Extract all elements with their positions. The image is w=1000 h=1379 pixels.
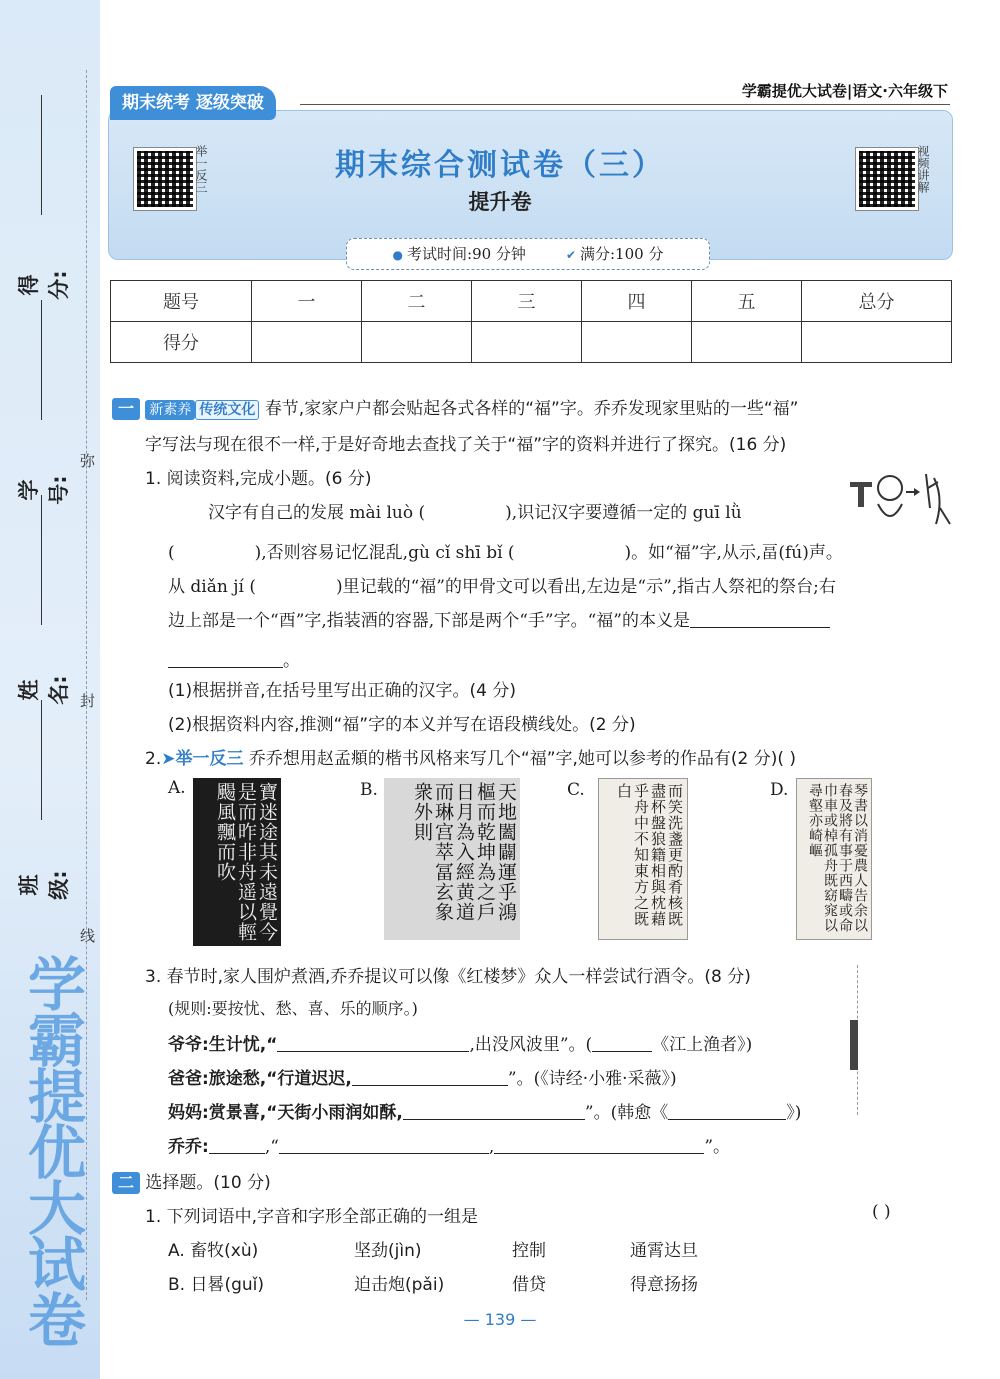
option-row-a [168, 1236, 698, 1261]
reading-line-3 [168, 572, 836, 597]
table-header: 三 [472, 281, 582, 322]
list-item[interactable]: B. 日晷(guǐ) [168, 1275, 265, 1295]
qiaoqiao-line-end: ”。 [704, 1137, 731, 1157]
mom-line-mid: ”。(韩愈《 [584, 1103, 669, 1123]
drinking-game-qiaoqiao [168, 1132, 730, 1157]
tag-new-literacy: 新素养 [145, 400, 195, 420]
dad-line-start: 爸爸:旅途愁,“行道迟迟, [168, 1069, 352, 1089]
calligraphy-sample-a[interactable]: 寶迷途其未遠覺今是而昨非舟遥以輕颺風飄而吹 [193, 778, 281, 946]
answer-blank[interactable] [352, 1069, 508, 1086]
question-1-1-sub1: (1)根据拼音,在括号里写出正确的汉字。(4 分) [168, 681, 516, 701]
option-d-label[interactable]: D. [770, 780, 789, 800]
question-2-1: 1. 下列词语中,字音和字形全部正确的一组是 [145, 1207, 479, 1227]
table-header: 题号 [111, 281, 252, 322]
brand-logo [14, 940, 90, 1360]
reading-text: )里记载的“福”的甲骨文可以看出,左边是“示”,指古人祭祀的祭台;右 [335, 577, 836, 597]
option-c-label[interactable]: C. [567, 780, 585, 800]
question-1-1-sub2: (2)根据资料内容,推测“福”字的本义并写在语段横线处。(2 分) [168, 715, 636, 735]
question-1-1: 1. 阅读资料,完成小题。(6 分) [145, 469, 372, 489]
reading-text: ),否则容易记忆混乱,gù cǐ shī bǐ ( [254, 543, 515, 563]
score-cell[interactable] [252, 322, 362, 363]
answer-blank[interactable] [168, 651, 283, 668]
fu-evolution-illustration [848, 468, 953, 530]
answer-blank[interactable] [279, 1137, 489, 1154]
qiaoqiao-line-comma: , [488, 1137, 495, 1157]
answer-blank[interactable] [690, 611, 830, 628]
answer-blank[interactable] [277, 1035, 469, 1052]
score-label: 得分: [17, 270, 71, 300]
binding-char-feng: 封 [80, 692, 96, 710]
exam-time [393, 239, 526, 269]
binding-char-mi: 弥 [80, 452, 96, 470]
name-line [41, 495, 42, 625]
mom-line-end: 》) [786, 1103, 802, 1123]
clock-icon: ● [392, 248, 404, 262]
tag-analogy: ➤举一反三 [161, 749, 244, 769]
reading-text: ),识记汉字要遵循一定的 guī lǜ [505, 503, 742, 523]
series-title: 学霸提优大试卷|语文·六年级下 [741, 82, 948, 100]
dad-line-source: ”。(《诗经·小雅·采薇》) [507, 1069, 677, 1089]
score-cell[interactable] [472, 322, 582, 363]
list-item[interactable]: 控制 [512, 1241, 546, 1261]
student-id-line [41, 300, 42, 420]
list-item[interactable]: A. 畜牧(xù) [168, 1241, 259, 1261]
exam-time-text: 考试时间:90 分钟 [407, 245, 526, 263]
table-row-label: 得分 [111, 322, 252, 363]
answer-blank[interactable] [403, 1103, 585, 1120]
table-header: 总分 [802, 281, 952, 322]
student-id-label: 学号: [17, 475, 71, 505]
name-label: 姓名: [17, 675, 71, 705]
score-table-score-row [111, 322, 952, 363]
binding-char-xian: 线 [80, 927, 96, 945]
table-header: 五 [692, 281, 802, 322]
question-1-2 [145, 744, 796, 769]
reading-text: 。 [283, 651, 300, 671]
section-number: 二 [112, 1172, 140, 1194]
option-a-label[interactable]: A. [168, 778, 186, 798]
qiaoqiao-line-start: 乔乔: [168, 1137, 209, 1157]
qr-left-label: 举一反三 [194, 145, 208, 193]
class-label: 班级: [17, 870, 71, 900]
qiaoqiao-line-quote: ,“ [264, 1137, 279, 1157]
answer-blank[interactable] [209, 1137, 265, 1154]
section2-title: 选择题。(10 分) [145, 1173, 271, 1193]
list-item[interactable]: 借贷 [512, 1275, 546, 1295]
answer-blank[interactable] [592, 1035, 652, 1052]
series-tag: 期末统考 逐级突破 [110, 86, 276, 120]
exam-info-box [346, 238, 710, 270]
table-header: 四 [582, 281, 692, 322]
question-number: 2. [145, 749, 162, 769]
grandpa-line-start: 爷爷:生计忧,“ [168, 1035, 278, 1055]
list-item[interactable]: 通霄达旦 [630, 1241, 698, 1261]
question-1-3-rule: (规则:要按忧、愁、喜、乐的顺序。) [168, 999, 418, 1018]
drinking-game-dad [168, 1064, 677, 1089]
calligraphy-sample-b[interactable]: 天地闔闢運乎鴻樞而乾坤為之戶日月為入經黄道而琳宫萃冨玄象衆外則 [384, 778, 520, 940]
table-header: 一 [252, 281, 362, 322]
grandpa-line-source: 《江上渔者》) [652, 1035, 753, 1055]
grandpa-line-mid: ,出没风波里”。( [469, 1035, 593, 1055]
mom-line-start: 妈妈:赏景喜,“天街小雨润如酥, [168, 1103, 403, 1123]
calligraphy-sample-d[interactable]: 琴書以消憂農人告余以春及將有事于西疇或命巾車或棹孤舟既窈窕以尋壑亦崎嶇 [796, 778, 872, 940]
score-table [110, 280, 952, 363]
page-number: — 139 — [463, 1310, 537, 1329]
answer-blank[interactable] [668, 1103, 786, 1120]
reading-text: 边上部是一个“酉”字,指装酒的容器,下部是两个“手”字。“福”的本义是 [168, 611, 690, 631]
page-subtitle: 提升卷 [468, 190, 532, 214]
option-row-b [168, 1270, 698, 1295]
list-item[interactable]: 坚劲(jìn) [354, 1241, 422, 1261]
question-1-3: 3. 春节时,家人围炉煮酒,乔乔提议可以像《红楼梦》众人一样尝试行酒令。(8 分) [145, 967, 751, 987]
reading-text: )。如“福”字,从示,畐(fú)声。 [624, 543, 843, 563]
fold-mark [850, 1020, 858, 1070]
class-line [41, 700, 42, 820]
reading-line-4 [168, 606, 830, 631]
answer-blank[interactable] [494, 1137, 704, 1154]
score-cell[interactable] [802, 322, 952, 363]
reading-text: 汉字有自己的发展 mài luò ( [208, 503, 426, 523]
page-title: 期末综合测试卷（三） [335, 148, 665, 183]
score-cell[interactable] [582, 322, 692, 363]
list-item[interactable]: 得意扬扬 [630, 1275, 698, 1295]
exam-full-score-text: 满分:100 分 [580, 245, 664, 263]
reading-text: ( [168, 543, 175, 563]
brand-text: 学霸提优大试卷 [18, 954, 86, 1346]
score-cell[interactable] [692, 322, 802, 363]
qr-right-label: 视频讲解 [916, 145, 930, 193]
tag-traditional-culture: 传统文化 [195, 400, 259, 420]
reading-line-2 [168, 538, 843, 563]
drinking-game-grandpa [168, 1030, 752, 1055]
calligraphy-sample-c[interactable]: 而笑洗盞更酌肴核既盡杯盤狼籍相與枕藉乎舟中不知東方之既白 [598, 778, 688, 940]
score-cell[interactable] [362, 322, 472, 363]
check-icon: ✔ [565, 248, 576, 262]
section1-intro-line1: 春节,家家户户都会贴起各式各样的“福”字。乔乔发现家里贴的一些“福” [264, 399, 799, 419]
table-header: 二 [362, 281, 472, 322]
question-2-1-answer-paren[interactable]: ( ) [872, 1202, 891, 1222]
question-text: 乔乔想用赵孟頫的楷书风格来写几个“福”字,她可以参考的作品有(2 分)( ) [248, 749, 797, 769]
section1-heading [112, 394, 798, 420]
list-item[interactable]: 迫击炮(pǎi) [354, 1275, 445, 1295]
header-rule [300, 104, 950, 105]
option-b-label[interactable]: B. [360, 780, 378, 800]
drinking-game-mom [168, 1098, 801, 1123]
score-table-header-row [111, 281, 952, 322]
reading-line-1 [208, 498, 742, 523]
section-number: 一 [112, 398, 140, 420]
reading-text: 从 diǎn jí ( [168, 577, 256, 597]
exam-full-score [566, 239, 664, 269]
reading-line-5 [168, 646, 300, 671]
section1-intro-line2: 字写法与现在很不一样,于是好奇地去查找了关于“福”字的资料并进行了探究。(16 分) [145, 435, 787, 455]
section2-heading [112, 1168, 271, 1194]
